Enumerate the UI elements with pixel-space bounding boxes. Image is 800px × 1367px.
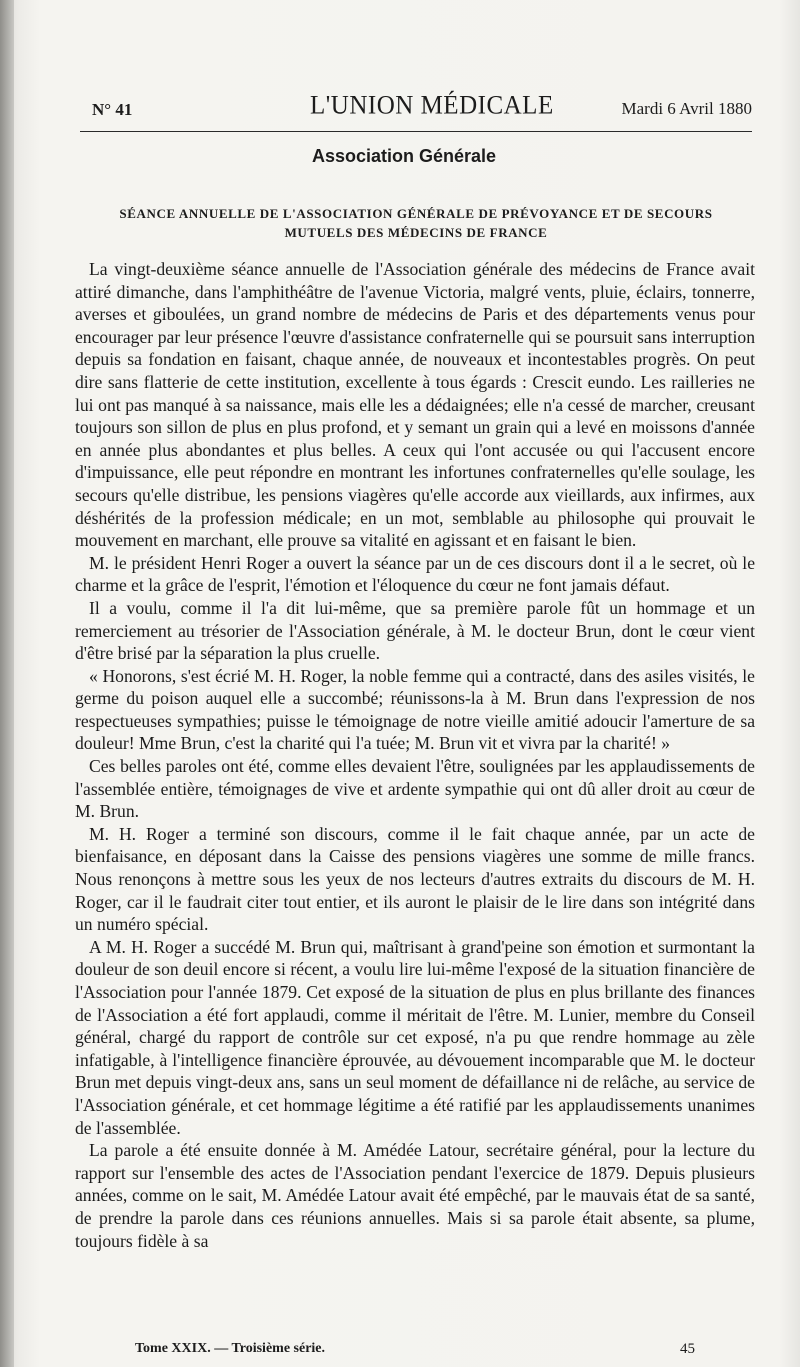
page-header: [92, 92, 752, 126]
issue-number: N° 41: [92, 100, 133, 119]
paragraph: « Honorons, s'est écrié M. H. Roger, la noble femme qui a contracté, dans des asiles visités, le germe du poison auquel elle a succombé; réunissons-la à M. Brun dans l'expression de nos respectueuses sympathies; puisse le témoignage de notre vieille amitié adoucir l'amerture de sa douleur! Mme Brun, c'est la charité qui l'a tuée; M. Brun vit et vivra par la charité! »: [75, 665, 755, 754]
page-number: 45: [680, 1341, 695, 1357]
page-footer: [135, 1341, 695, 1361]
subtitle-line: SÉANCE ANNUELLE DE L'ASSOCIATION GÉNÉRALE DE PRÉVOYANCE ET DE SECOURS: [119, 206, 713, 221]
header-rule: [80, 131, 752, 132]
paragraph: M. H. Roger a terminé son discours, comme il le fait chaque année, par un acte de bienfaisance, en déposant dans la Caisse des pensions viagères une somme de mille francs. Nous renonçons à mettre sous les yeux de nos lecteurs d'autres extraits du discours de M. H. Roger, car il le faudrait citer tout entier, et ils auront le plaisir de le lire dans son intégrité dans un numéro spécial.: [75, 823, 755, 935]
article-subtitle: [80, 204, 752, 242]
paragraph: Ces belles paroles ont été, comme elles devaient l'être, soulignées par les applaudissements de l'assemblée entière, témoignages de vive et ardente sympathie qui ont dû aller droit au cœur de M. Brun.: [75, 756, 755, 822]
volume-label: Tome XXIX. — Troisième série.: [135, 1341, 326, 1356]
paragraph: La parole a été ensuite donnée à M. Amédée Latour, secrétaire général, pour la lecture du rapport sur l'ensemble des actes de l'Association pendant l'exercice de 1879. Depuis plusieurs années, comme on le sait, M. Amédée Latour avait été empêché, par le mauvais état de sa santé, de prendre la parole dans ces réunions annuelles. Mais si sa parole était absente, sa plume, toujours fidèle à sa: [75, 1140, 755, 1251]
paragraph: La vingt-deuxième séance annuelle de l'Association générale des médecins de France avait attiré dimanche, dans l'amphithéâtre de l'avenue Victoria, malgré vents, pluie, éclairs, tonnerre, averses et giboulées, un grand nombre de médecins de Paris et des départements venus pour encourager par leur présence l'œuvre d'assistance confraternelle qui se poursuit sans interruption depuis sa fondation en faisant, chaque année, de nouveaux et incontestables progrès. On peut dire sans flatterie de cette institution, excellente à tous égards : Crescit eundo. Les railleries ne lui ont pas manqué à sa naissance, mais elle les a dédaignées; elle n'a cessé de marcher, creusant toujours son sillon de plus en plus profond, et y semant un grain qui a levé en moissons d'année en année plus abondantes et plus belles. A ceux qui l'ont accusée ou qui l'accusent encore d'impuissance, elle peut répondre en montrant les infortunes confraternelles qu'elle soulage, les secours qu'elle distribue, les pensions viagères qu'elle accorde aux vieillards, aux infirmes, aux déshérités de la profession médicale; en un mot, semblable au philosophe qui prouvait le mouvement en marchant, elle prouve sa vitalité en agissant et en faisant le bien.: [75, 259, 755, 551]
subtitle-line: MUTUELS DES MÉDECINS DE FRANCE: [284, 225, 548, 240]
article-body: [75, 258, 755, 1252]
paragraph: M. le président Henri Roger a ouvert la séance par un de ces discours dont il a le secret, où le charme et la grâce de l'esprit, l'émotion et l'éloquence du cœur ne font jamais défaut.: [75, 552, 755, 596]
journal-title: L'UNION MÉDICALE: [310, 91, 554, 120]
paragraph: Il a voulu, comme il l'a dit lui-même, que sa première parole fût un hommage et un remerciement au trésorier de l'Association générale, à M. le docteur Brun, dont le cœur vient d'être brisé par la séparation la plus cruelle.: [75, 597, 755, 664]
section-title: Association Générale: [311, 146, 497, 166]
issue-date: Mardi 6 Avril 1880: [621, 99, 752, 118]
page-binding-edge: [0, 0, 14, 1367]
paragraph: A M. H. Roger a succédé M. Brun qui, maîtrisant à grand'peine son émotion et surmontant la douleur de son deuil encore si récent, a voulu lire lui-même l'exposé de la situation financière de l'Association pour l'année 1879. Cet exposé de la situation de plus en plus brillante des finances de l'Association a été fort applaudi, comme il méritait de l'être. M. Lunier, membre du Conseil général, chargé du rapport de contrôle sur cet exposé, n'a pu que rendre hommage au zèle infatigable, à l'intelligence financière éprouvée, au dévouement incomparable que M. le docteur Brun met depuis vingt-deux ans, sans un seul moment de défaillance ni de relâche, au service de l'Association générale, et cet hommage légitime a été ratifié par les applaudissements unanimes de l'assemblée.: [75, 936, 755, 1138]
